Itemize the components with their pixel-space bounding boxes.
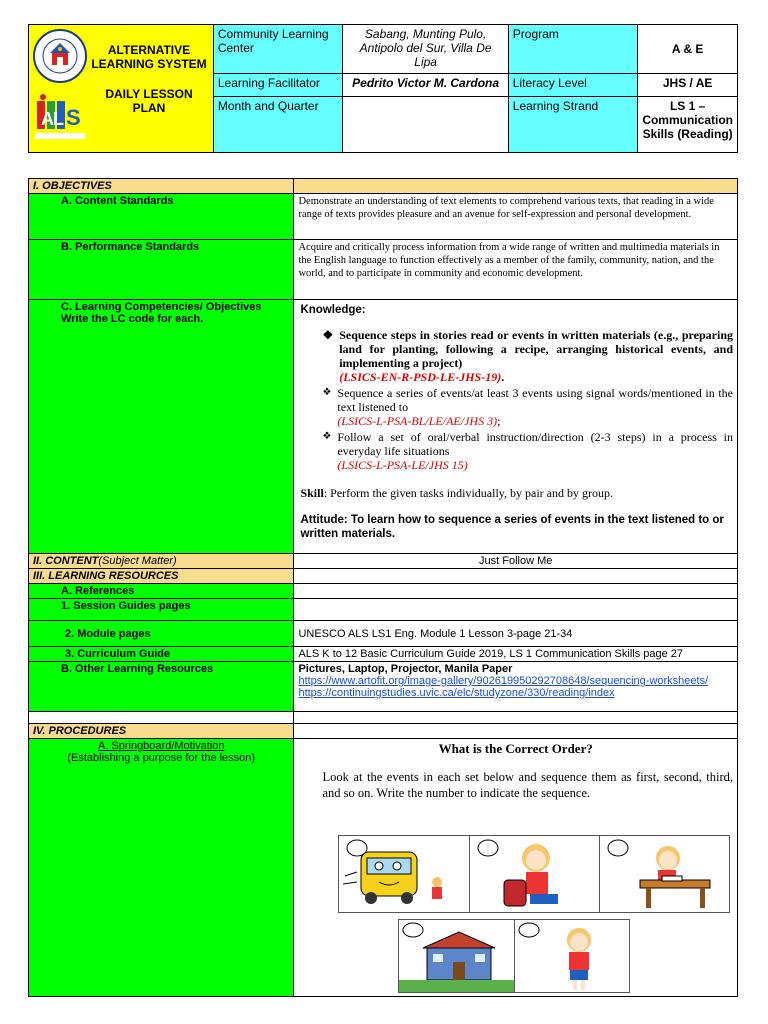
facilitator-label-cell xyxy=(213,74,343,97)
lesson-table xyxy=(28,178,738,997)
spacer-left xyxy=(29,712,294,724)
sequencing-worksheets-link[interactable]: https://www.artofit.org/image-gallery/90261995029270864​8/sequencing-worksheets/ xyxy=(298,675,709,687)
resources-heading-cell xyxy=(29,569,294,584)
other-resources-value: Pictures, Laptop, Projector, Manila Paper xyxy=(298,663,513,675)
other-resources-label: B. Other Learning Resources xyxy=(61,663,214,675)
literacy-label: Literacy Level xyxy=(512,76,587,91)
program-label: Program xyxy=(512,27,559,41)
objectives-heading-blank xyxy=(294,179,738,194)
facilitator-value-cell xyxy=(343,74,508,97)
uvic-reading-link[interactable]: https://continuingstudies.uvic.ca/elc/studyzone/330/reading/index xyxy=(298,687,615,699)
strand-value-cell xyxy=(638,96,738,152)
competency-1-code: (LSICS-EN-R-PSD-LE-JHS-19) xyxy=(339,370,502,384)
module-label-cell xyxy=(29,621,294,647)
competency-item-3 xyxy=(300,430,733,472)
month-label: Month and Quarter xyxy=(217,98,319,113)
month-label-cell xyxy=(213,96,343,152)
skill-text: : Perform the given tasks individually, by pair and by group. xyxy=(323,486,613,500)
school-building-picture xyxy=(399,920,515,992)
literacy-value: JHS / AE xyxy=(662,76,713,91)
girl-standing-icon xyxy=(515,920,630,992)
svg-text:A: A xyxy=(41,109,54,129)
module-pages-value: UNESCO ALS LS1 Eng. Module 1 Lesson 3-page 21-34 xyxy=(298,627,573,640)
school-bus-picture xyxy=(339,836,469,912)
plan-title-line2: PLAN xyxy=(132,101,166,115)
clc-value-cell xyxy=(343,25,508,74)
content-standards-text-cell xyxy=(294,194,738,240)
diamond-bullet-icon: ❖ xyxy=(322,387,332,398)
girl-packing-bag-picture xyxy=(470,836,600,912)
activity-title: What is the Correct Order? xyxy=(438,741,593,756)
content-heading-sub: (Subject Matter) xyxy=(98,555,177,567)
attitude-text: Attitude: To learn how to sequence a series of events in the text listened to or written materials. xyxy=(300,514,724,540)
procedures-heading: IV. PROCEDURES xyxy=(33,725,127,737)
performance-label-cell xyxy=(29,240,294,300)
strand-label-cell xyxy=(508,96,638,152)
session-value-cell xyxy=(294,599,738,621)
org-name-line2: LEARNING SYSTEM xyxy=(91,57,207,71)
module-value-cell xyxy=(294,621,738,647)
procedures-heading-cell xyxy=(29,724,294,739)
objectives-heading-cell xyxy=(29,179,294,194)
facilitator-label: Learning Facilitator xyxy=(217,76,320,91)
svg-text:L: L xyxy=(53,109,64,129)
content-value: Just Follow Me xyxy=(479,555,553,567)
other-resources-cell xyxy=(294,662,738,712)
girl-with-bag-icon xyxy=(470,836,590,912)
strand-value: LS 1 – Communication Skills (Reading) xyxy=(642,98,733,141)
literacy-label-cell xyxy=(508,74,638,97)
competencies-label: C. Learning Competencies/ Objectives Write the LC code for each. xyxy=(61,301,262,325)
competency-3-text: Follow a set of oral/verbal instruction/direction (2-3 steps) in a process in everyday life situations xyxy=(337,430,733,458)
competency-3-code: (LSICS-L-PSA-LE/JHS 15) xyxy=(337,458,468,472)
program-value-cell xyxy=(638,25,738,74)
clc-label-cell xyxy=(213,25,343,74)
competencies-label-cell xyxy=(29,300,294,554)
springboard-content-cell xyxy=(294,739,738,997)
performance-standards-label: B. Performance Standards xyxy=(61,241,200,253)
picture-set-2 xyxy=(398,919,630,993)
strand-label: Learning Strand xyxy=(512,98,599,113)
performance-standards-text: Acquire and critically process information from a wide range of written and multimedia materials in the English language to function effectively as a member of the family, community, nation, and the world, and to participate in community and economic development. xyxy=(298,242,720,279)
objectives-heading: I. OBJECTIVES xyxy=(33,180,112,192)
resources-heading-blank xyxy=(294,569,738,584)
program-label-cell xyxy=(508,25,638,74)
spacer-right xyxy=(294,712,738,724)
competency-item-2: ❖ Sequence a series of events/at least 3 events using signal words/mentioned in the text listened to (LSICS-L-PSA-BL/LE/AE/JHS 3); xyxy=(322,386,733,428)
competencies-content-cell xyxy=(294,300,738,554)
competency-2-text: Sequence a series of events/at least 3 events using signal words/mentioned in the text listened to xyxy=(337,386,733,414)
references-label-cell xyxy=(29,584,294,599)
competency-item-1: ❖ Sequence steps in stories read or events in written materials (e.g., preparing land for planting, following a recipe, arranging historical events, and implementing a project) (LSICS-EN-R-PSD-LE-JHS-19). xyxy=(322,328,733,384)
module-pages-label: 2. Module pages xyxy=(65,627,151,640)
springboard-label-cell xyxy=(29,739,294,997)
session-guides-label: 1. Session Guides pages xyxy=(61,600,191,612)
references-label: A. References xyxy=(61,585,135,597)
procedures-heading-blank xyxy=(294,724,738,739)
references-blank xyxy=(294,584,738,599)
curriculum-value-cell xyxy=(294,647,738,662)
school-bus-icon xyxy=(339,836,459,912)
springboard-sub: (Establishing a purpose for the lesson) xyxy=(67,752,256,764)
facilitator-value: Pedrito Victor M. Cardona xyxy=(352,76,500,91)
resources-heading: III. LEARNING RESOURCES xyxy=(33,570,179,582)
program-value: A & E xyxy=(671,42,704,57)
competency-2-code: (LSICS-L-PSA-BL/LE/AE/JHS 3) xyxy=(337,414,498,428)
curriculum-label-cell xyxy=(29,647,294,662)
diamond-bullet-icon: ❖ xyxy=(322,328,334,342)
competency-1-text: Sequence steps in stories read or events in written materials (e.g., preparing land for planting, following a recipe, arranging historical events, and implementing a project) xyxy=(339,328,733,370)
school-building-icon xyxy=(399,920,514,992)
girl-writing-icon xyxy=(600,836,720,912)
clc-value: Sabang, Munting Pulo, Antipolo del Sur, Villa De Lipa xyxy=(359,27,492,69)
deped-seal-icon xyxy=(33,29,87,83)
activity-instructions: Look at the events in each set below and sequence them as first, second, third, and so on. Write the number to indicate the sequence. xyxy=(322,770,733,800)
org-name-line1: ALTERNATIVE xyxy=(107,43,191,57)
header-table xyxy=(28,24,738,153)
other-resources-label-cell xyxy=(29,662,294,712)
session-label-cell xyxy=(29,599,294,621)
plan-title-line1: DAILY LESSON xyxy=(105,87,193,101)
als-logo-icon xyxy=(33,91,87,141)
skill-line xyxy=(300,486,733,501)
content-heading-cell xyxy=(29,554,294,569)
curriculum-guide-value: ALS K to 12 Basic Curriculum Guide 2019, LS 1 Communication Skills page 27 xyxy=(298,648,684,660)
girl-at-desk-picture xyxy=(600,836,729,912)
org-cell xyxy=(29,25,214,153)
content-heading: II. CONTENT xyxy=(33,555,99,567)
curriculum-guide-label: 3. Curriculum Guide xyxy=(65,648,171,660)
diamond-bullet-icon: ❖ xyxy=(322,431,332,442)
girl-standing-picture xyxy=(515,920,630,992)
performance-text-cell xyxy=(294,240,738,300)
content-value-cell xyxy=(294,554,738,569)
content-standards-label: A. Content Standards xyxy=(61,195,174,207)
knowledge-label: Knowledge: xyxy=(300,304,366,316)
svg-text:S: S xyxy=(66,105,81,130)
content-standards-text: Demonstrate an understanding of text elements to comprehend various texts, that reading in a wide range of texts provides pleasure and an avenue for self-expression and personal development. xyxy=(298,196,714,220)
month-value-cell xyxy=(343,96,508,152)
clc-label: Community Learning Center xyxy=(217,27,329,55)
picture-set-1 xyxy=(338,835,730,913)
content-standards-label-cell xyxy=(29,194,294,240)
skill-label: Skill xyxy=(300,486,324,500)
springboard-label: A. Springboard/Motivation xyxy=(97,740,225,752)
literacy-value-cell xyxy=(638,74,738,97)
